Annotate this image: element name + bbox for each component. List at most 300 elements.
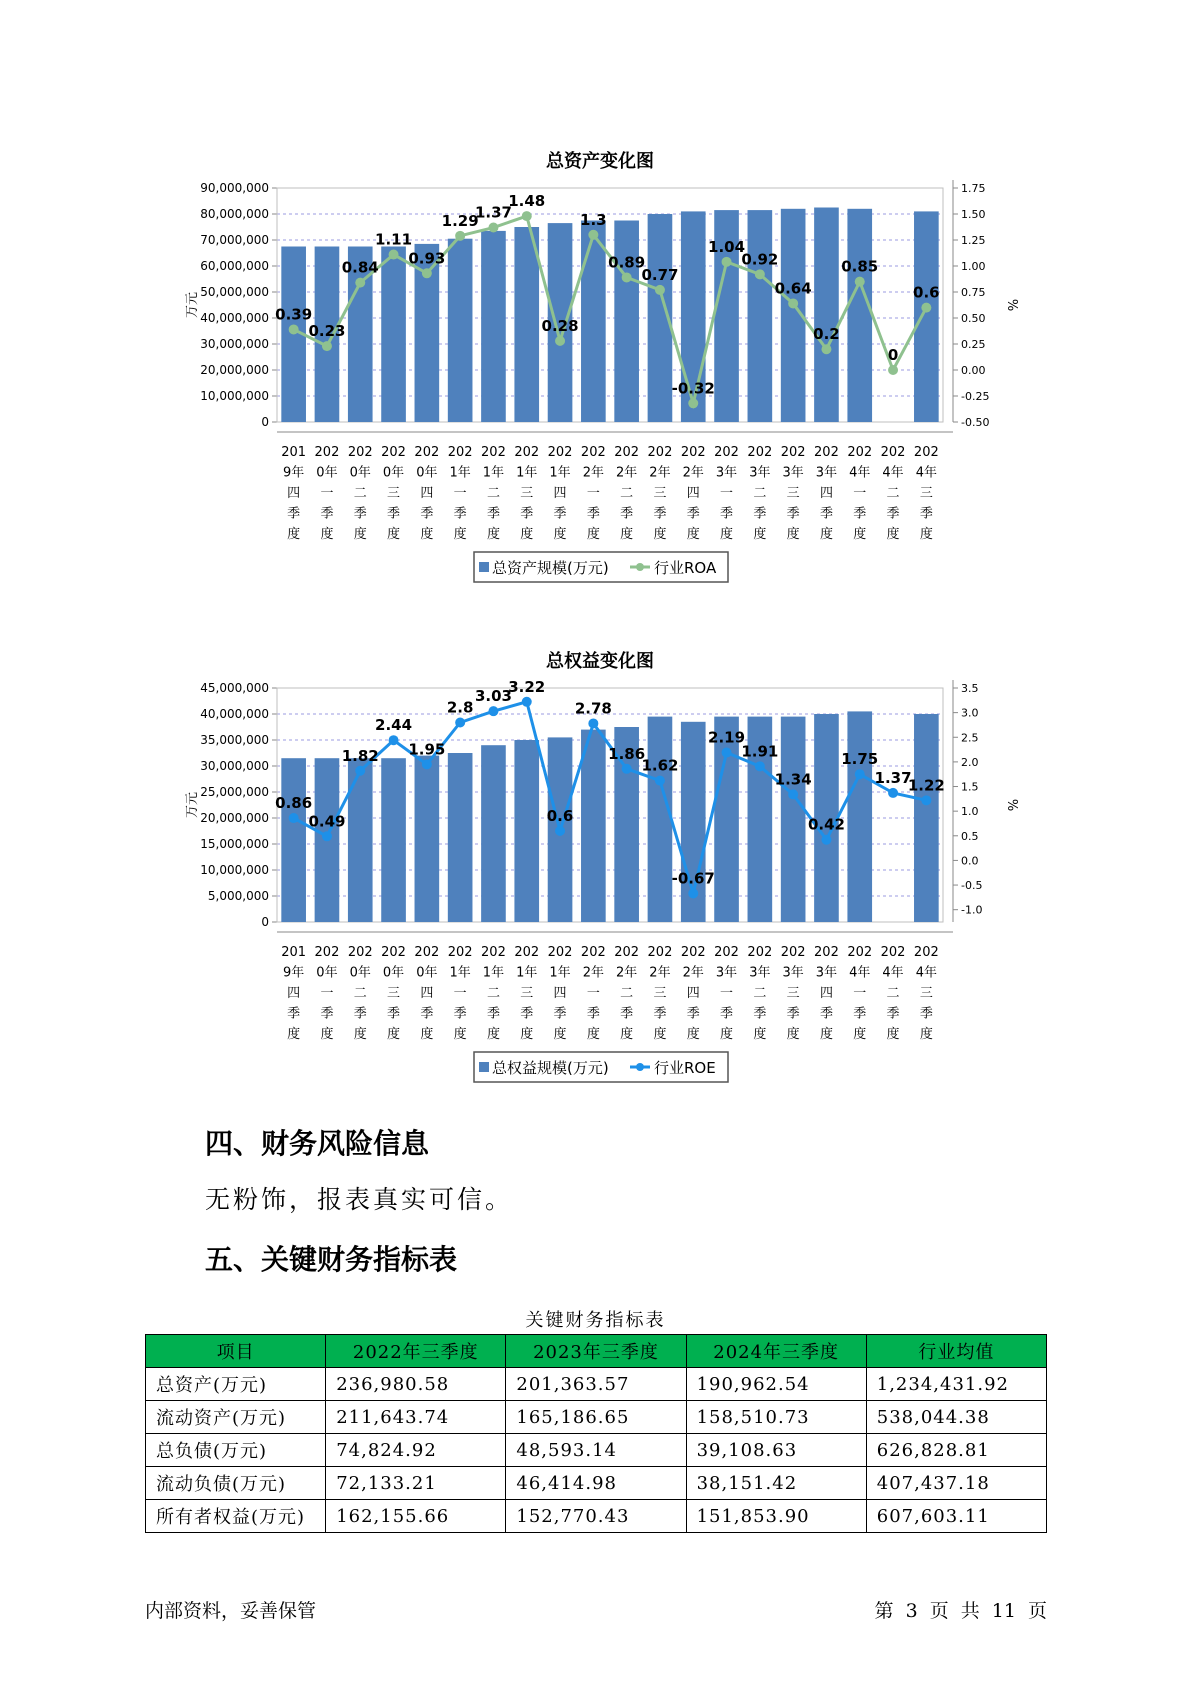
y-axis-title: 万元 <box>185 291 200 319</box>
data-label: 1.86 <box>608 744 646 763</box>
x-tick-label: 202 <box>780 445 806 460</box>
x-tick-label: 3年 <box>749 965 771 981</box>
legend-label: 总权益规模(万元) <box>492 1059 609 1077</box>
data-label: 1.11 <box>375 230 413 249</box>
bar <box>415 756 440 922</box>
legend <box>474 1052 728 1082</box>
x-tick-label: 四 <box>287 486 301 501</box>
data-point <box>888 788 898 798</box>
x-tick-label: 季 <box>720 1006 734 1022</box>
bar <box>581 221 606 423</box>
y2-tick-label: 2.0 <box>961 755 979 769</box>
data-point <box>588 230 598 240</box>
y2-axis-title: % <box>1004 298 1019 312</box>
y2-tick-label: 0.50 <box>961 312 986 325</box>
x-tick-label: 2年 <box>616 965 638 981</box>
x-tick-label: 四 <box>819 986 833 1001</box>
x-tick-label: 202 <box>481 445 506 460</box>
x-tick-label: 度 <box>353 527 367 542</box>
x-tick-label: 202 <box>747 445 773 460</box>
footer-page-number: 第 3 页 共 11 页 <box>874 1600 1047 1622</box>
data-point <box>722 257 732 267</box>
x-tick-label: 二 <box>620 486 634 501</box>
data-label: 1.04 <box>708 237 746 256</box>
x-tick-label: 季 <box>620 506 634 522</box>
table-row <box>146 1368 1047 1401</box>
x-tick-label: 度 <box>753 527 767 542</box>
data-label: 0.6 <box>913 283 940 302</box>
data-label: 0.39 <box>275 305 313 324</box>
x-tick-label: 202 <box>614 445 640 460</box>
y-tick-label: 30,000,000 <box>200 759 269 773</box>
x-tick-label: 4年 <box>849 965 871 981</box>
x-tick-label: 季 <box>886 1006 900 1022</box>
data-point <box>289 324 299 334</box>
footer-confidential-note: 内部资料，妥善保管 <box>145 1600 317 1622</box>
x-tick-label: 季 <box>353 506 367 522</box>
data-point <box>821 835 831 845</box>
x-tick-label: 季 <box>420 506 434 522</box>
x-tick-label: 202 <box>880 445 906 460</box>
data-point <box>522 697 532 707</box>
x-tick-label: 1年 <box>549 965 571 981</box>
legend-swatch-dot <box>636 563 644 571</box>
total-equity-chart <box>0 640 1191 1100</box>
data-label: 0.85 <box>841 257 879 276</box>
x-tick-label: 季 <box>486 506 500 522</box>
x-tick-label: 4年 <box>849 465 871 481</box>
x-tick-label: 季 <box>620 1006 634 1022</box>
x-tick-label: 2年 <box>682 465 704 481</box>
x-tick-label: 202 <box>314 945 340 960</box>
x-tick-label: 度 <box>453 1027 467 1042</box>
x-tick-label: 季 <box>853 506 867 522</box>
data-point <box>722 748 732 758</box>
table-row <box>146 1434 1047 1467</box>
x-tick-label: 度 <box>486 1027 500 1042</box>
table-cell: 162,155.66 <box>326 1500 506 1533</box>
x-tick-label: 季 <box>553 506 567 522</box>
data-point <box>422 268 432 278</box>
y2-tick-label: 1.25 <box>961 234 986 247</box>
x-tick-label: 三 <box>387 986 401 1001</box>
x-tick-label: 度 <box>919 1027 933 1042</box>
table-cell: 190,962.54 <box>686 1368 866 1401</box>
bar <box>514 740 539 922</box>
data-point <box>821 344 831 354</box>
x-tick-label: 202 <box>314 445 340 460</box>
x-tick-label: 202 <box>814 445 839 460</box>
data-label: 0 <box>887 346 899 364</box>
x-tick-label: 202 <box>847 445 873 460</box>
x-tick-label: 度 <box>287 1027 301 1042</box>
data-label: 1.34 <box>774 770 812 789</box>
x-tick-label: 度 <box>819 1027 833 1042</box>
x-tick-label: 4年 <box>915 465 937 481</box>
data-point <box>655 285 665 295</box>
x-tick-label: 度 <box>553 527 567 542</box>
x-tick-label: 度 <box>320 527 334 542</box>
data-label: 2.78 <box>574 699 612 718</box>
data-point <box>655 776 665 786</box>
x-tick-label: 1年 <box>549 465 571 481</box>
x-tick-label: 202 <box>547 945 573 960</box>
x-tick-label: 一 <box>586 986 600 1001</box>
y-tick-label: 30,000,000 <box>200 337 269 351</box>
x-tick-label: 0年 <box>316 965 338 981</box>
x-tick-label: 202 <box>680 945 706 960</box>
y-axis-title: 万元 <box>185 791 200 819</box>
x-tick-label: 度 <box>387 527 401 542</box>
x-tick-label: 四 <box>420 486 434 501</box>
bar <box>448 239 473 422</box>
data-label: 1.82 <box>341 746 379 765</box>
table-header-row <box>146 1335 1047 1368</box>
x-tick-label: 一 <box>320 486 334 501</box>
bar <box>581 730 606 922</box>
data-label: 0.42 <box>807 815 845 834</box>
x-tick-label: 度 <box>586 527 600 542</box>
y2-tick-label: -0.25 <box>961 390 990 403</box>
x-tick-label: 二 <box>886 986 900 1001</box>
y-tick-label: 0 <box>261 415 269 429</box>
x-tick-label: 202 <box>580 445 606 460</box>
y2-tick-label: -1.0 <box>961 903 983 917</box>
bar <box>381 758 406 922</box>
x-tick-label: 三 <box>919 486 933 501</box>
table-cell: 626,828.81 <box>866 1434 1046 1467</box>
data-point <box>755 269 765 279</box>
x-tick-label: 202 <box>913 445 939 460</box>
data-point <box>855 277 865 287</box>
y2-tick-label: 2.5 <box>961 731 979 745</box>
y-tick-label: 35,000,000 <box>200 733 269 747</box>
data-label: 0.64 <box>774 279 812 298</box>
bar <box>748 210 773 422</box>
x-tick-label: 二 <box>353 986 367 1001</box>
x-tick-label: 202 <box>614 945 640 960</box>
table-cell: 74,824.92 <box>326 1434 506 1467</box>
y-tick-label: 5,000,000 <box>207 889 269 903</box>
x-tick-label: 一 <box>453 986 467 1001</box>
y-tick-label: 15,000,000 <box>200 837 269 851</box>
x-tick-label: 度 <box>786 527 800 542</box>
y2-tick-label: 1.50 <box>961 208 986 221</box>
x-tick-label: 0年 <box>349 965 371 981</box>
data-point <box>622 272 632 282</box>
x-tick-label: 0年 <box>382 465 405 481</box>
x-tick-label: 度 <box>686 527 700 542</box>
x-tick-label: 202 <box>381 945 406 960</box>
table-header-cell: 行业均值 <box>866 1335 1046 1368</box>
data-point <box>588 718 598 728</box>
data-label: 1.22 <box>907 776 945 795</box>
bar <box>381 247 406 423</box>
y-tick-label: 10,000,000 <box>200 389 269 403</box>
x-tick-label: 202 <box>714 445 739 460</box>
table-row <box>146 1500 1047 1533</box>
data-label: 2.8 <box>446 698 474 717</box>
x-tick-label: 0年 <box>416 465 438 481</box>
x-tick-label: 度 <box>620 527 634 542</box>
data-label: -0.32 <box>671 379 715 398</box>
data-point <box>921 795 931 805</box>
bar <box>847 711 872 922</box>
x-tick-label: 一 <box>720 986 734 1001</box>
x-tick-label: 季 <box>753 506 767 522</box>
table-caption: 关键财务指标表 <box>525 1310 666 1331</box>
table-row <box>146 1401 1047 1434</box>
x-tick-label: 202 <box>714 945 739 960</box>
x-tick-label: 四 <box>819 486 833 501</box>
data-label: 0.89 <box>608 253 646 272</box>
x-tick-label: 1年 <box>482 465 505 481</box>
x-tick-label: 度 <box>720 527 734 542</box>
x-tick-label: 季 <box>586 1006 600 1022</box>
bar <box>348 758 373 922</box>
table-cell: 607,603.11 <box>866 1500 1046 1533</box>
x-tick-label: 季 <box>819 1006 833 1022</box>
x-tick-label: 度 <box>420 527 434 542</box>
bar <box>648 717 673 922</box>
data-point <box>688 398 698 408</box>
legend-swatch-bar <box>479 562 489 572</box>
x-tick-label: 季 <box>786 1006 800 1022</box>
y-tick-label: 70,000,000 <box>200 233 269 247</box>
x-tick-label: 2年 <box>582 965 604 981</box>
x-tick-label: 202 <box>747 945 773 960</box>
data-label: 3.03 <box>474 687 512 706</box>
x-tick-label: 三 <box>786 486 800 501</box>
data-label: 1.3 <box>580 210 607 229</box>
x-tick-label: 度 <box>653 527 667 542</box>
x-tick-label: 1年 <box>449 465 471 481</box>
data-point <box>389 735 399 745</box>
x-tick-label: 3年 <box>815 465 838 481</box>
table-header-cell: 项目 <box>146 1335 326 1368</box>
x-tick-label: 3年 <box>749 465 771 481</box>
y-tick-label: 10,000,000 <box>200 863 269 877</box>
y-tick-label: 90,000,000 <box>200 181 269 195</box>
y-tick-label: 40,000,000 <box>200 311 269 325</box>
x-tick-label: 四 <box>686 486 700 501</box>
x-tick-label: 三 <box>520 986 534 1001</box>
legend-swatch-dot <box>636 1063 644 1071</box>
x-tick-label: 3年 <box>782 465 804 481</box>
data-point <box>688 888 698 898</box>
x-tick-label: 季 <box>553 1006 567 1022</box>
x-tick-label: 度 <box>420 1027 434 1042</box>
data-point <box>455 717 465 727</box>
data-label: 1.62 <box>641 756 679 775</box>
y2-tick-label: 3.5 <box>961 682 979 695</box>
key-financial-indicators-table <box>145 1334 1047 1533</box>
bar <box>448 753 473 922</box>
bar <box>814 208 839 423</box>
x-tick-label: 二 <box>753 986 767 1001</box>
data-label: -0.67 <box>671 869 715 888</box>
x-tick-label: 季 <box>686 1006 700 1022</box>
x-tick-label: 度 <box>553 1027 567 1042</box>
x-tick-label: 三 <box>387 486 401 501</box>
table-cell: 152,770.43 <box>506 1500 686 1533</box>
x-tick-label: 202 <box>680 445 706 460</box>
x-tick-label: 3年 <box>815 965 838 981</box>
data-label: 0.28 <box>541 316 579 335</box>
x-tick-label: 201 <box>281 945 307 960</box>
x-tick-label: 季 <box>453 506 467 522</box>
x-tick-label: 2年 <box>582 465 604 481</box>
data-point <box>488 223 498 233</box>
x-tick-label: 度 <box>520 1027 534 1042</box>
data-point <box>555 336 565 346</box>
x-tick-label: 度 <box>919 527 933 542</box>
x-tick-label: 季 <box>387 506 401 522</box>
x-tick-label: 202 <box>847 945 873 960</box>
legend-swatch-bar <box>479 1062 489 1072</box>
legend <box>474 552 728 582</box>
data-label: 0.6 <box>546 806 574 825</box>
x-tick-label: 0年 <box>316 465 338 481</box>
x-tick-label: 度 <box>686 1027 700 1042</box>
y2-tick-label: 0.00 <box>961 364 986 377</box>
x-tick-label: 度 <box>653 1027 667 1042</box>
x-tick-label: 202 <box>414 445 440 460</box>
x-tick-label: 季 <box>287 1006 301 1022</box>
x-tick-label: 三 <box>786 986 800 1001</box>
data-point <box>555 826 565 836</box>
legend-label: 行业ROE <box>654 1059 716 1077</box>
x-tick-label: 季 <box>353 1006 367 1022</box>
x-tick-label: 2年 <box>682 965 704 981</box>
x-tick-label: 三 <box>653 486 667 501</box>
data-label: 1.37 <box>874 768 912 787</box>
chart-title: 总资产变化图 <box>546 151 654 172</box>
x-tick-label: 季 <box>453 1006 467 1022</box>
data-point <box>289 813 299 823</box>
total-assets-chart <box>0 140 1191 600</box>
x-tick-label: 0年 <box>349 465 371 481</box>
y-tick-label: 50,000,000 <box>200 285 269 299</box>
table-cell: 72,133.21 <box>326 1467 506 1500</box>
x-tick-label: 202 <box>414 945 440 960</box>
data-label: 0.92 <box>741 250 779 269</box>
x-tick-label: 季 <box>919 1006 933 1022</box>
data-point <box>788 298 798 308</box>
data-label: 1.91 <box>741 742 779 761</box>
x-tick-label: 一 <box>453 486 467 501</box>
x-tick-label: 季 <box>653 506 667 522</box>
x-tick-label: 9年 <box>283 965 305 981</box>
x-tick-label: 四 <box>553 486 567 501</box>
x-tick-label: 2年 <box>616 465 638 481</box>
x-tick-label: 度 <box>586 1027 600 1042</box>
x-tick-label: 三 <box>653 986 667 1001</box>
chart-title: 总权益变化图 <box>546 651 654 672</box>
y2-tick-label: 1.0 <box>961 805 979 819</box>
y-tick-label: 20,000,000 <box>200 811 269 825</box>
y2-axis-title: % <box>1004 798 1019 812</box>
table-cell: 236,980.58 <box>326 1368 506 1401</box>
table-header-cell: 2024年三季度 <box>686 1335 866 1368</box>
y2-tick-label: 1.75 <box>961 182 986 195</box>
x-tick-label: 202 <box>647 945 673 960</box>
bar <box>481 231 506 422</box>
data-label: 0.84 <box>341 258 379 277</box>
x-tick-label: 202 <box>647 445 673 460</box>
x-tick-label: 季 <box>320 1006 334 1022</box>
x-tick-label: 一 <box>320 986 334 1001</box>
x-tick-label: 度 <box>786 1027 800 1042</box>
bar <box>514 227 539 422</box>
x-tick-label: 4年 <box>915 965 937 981</box>
data-label: 0.2 <box>813 325 840 344</box>
data-point <box>355 278 365 288</box>
section-5-heading: 五、关键财务指标表 <box>205 1243 458 1276</box>
y-tick-label: 40,000,000 <box>200 707 269 721</box>
data-label: 3.22 <box>508 677 546 696</box>
section-4-text: 无粉饰，报表真实可信。 <box>205 1185 514 1214</box>
x-tick-label: 度 <box>853 527 867 542</box>
x-tick-label: 度 <box>720 1027 734 1042</box>
bar <box>714 717 739 922</box>
x-tick-label: 季 <box>287 506 301 522</box>
x-tick-label: 一 <box>853 486 867 501</box>
x-tick-label: 4年 <box>882 465 904 481</box>
y-tick-label: 45,000,000 <box>200 681 269 695</box>
data-point <box>389 250 399 260</box>
bar <box>847 209 872 422</box>
x-tick-label: 四 <box>686 986 700 1001</box>
bar <box>781 717 806 922</box>
data-label: 0.86 <box>275 794 313 813</box>
data-point <box>888 365 898 375</box>
x-tick-label: 季 <box>819 506 833 522</box>
data-point <box>322 341 332 351</box>
legend-label: 行业ROA <box>654 559 717 577</box>
y-tick-label: 25,000,000 <box>200 785 269 799</box>
x-tick-label: 1年 <box>449 965 471 981</box>
table-cell: 211,643.74 <box>326 1401 506 1434</box>
x-tick-label: 0年 <box>416 965 438 981</box>
x-tick-label: 三 <box>919 986 933 1001</box>
x-tick-label: 季 <box>387 1006 401 1022</box>
data-point <box>455 231 465 241</box>
table-cell: 所有者权益(万元) <box>146 1500 326 1533</box>
table-cell: 1,234,431.92 <box>866 1368 1046 1401</box>
x-tick-label: 202 <box>347 945 373 960</box>
y2-tick-label: 1.00 <box>961 260 986 273</box>
x-tick-label: 度 <box>753 1027 767 1042</box>
y-tick-label: 60,000,000 <box>200 259 269 273</box>
y2-tick-label: -0.5 <box>961 879 983 893</box>
data-label: 0.77 <box>641 265 679 284</box>
x-tick-label: 季 <box>320 506 334 522</box>
bar <box>281 758 306 922</box>
x-tick-label: 一 <box>586 486 600 501</box>
x-tick-label: 202 <box>580 945 606 960</box>
data-point <box>322 831 332 841</box>
x-tick-label: 二 <box>486 486 500 501</box>
x-tick-label: 4年 <box>882 965 904 981</box>
x-tick-label: 季 <box>520 1006 534 1022</box>
x-tick-label: 3年 <box>715 465 738 481</box>
data-label: 2.19 <box>708 728 746 747</box>
x-tick-label: 度 <box>453 527 467 542</box>
x-tick-label: 度 <box>287 527 301 542</box>
y2-tick-label: 3.0 <box>961 706 979 720</box>
table-cell: 总资产(万元) <box>146 1368 326 1401</box>
